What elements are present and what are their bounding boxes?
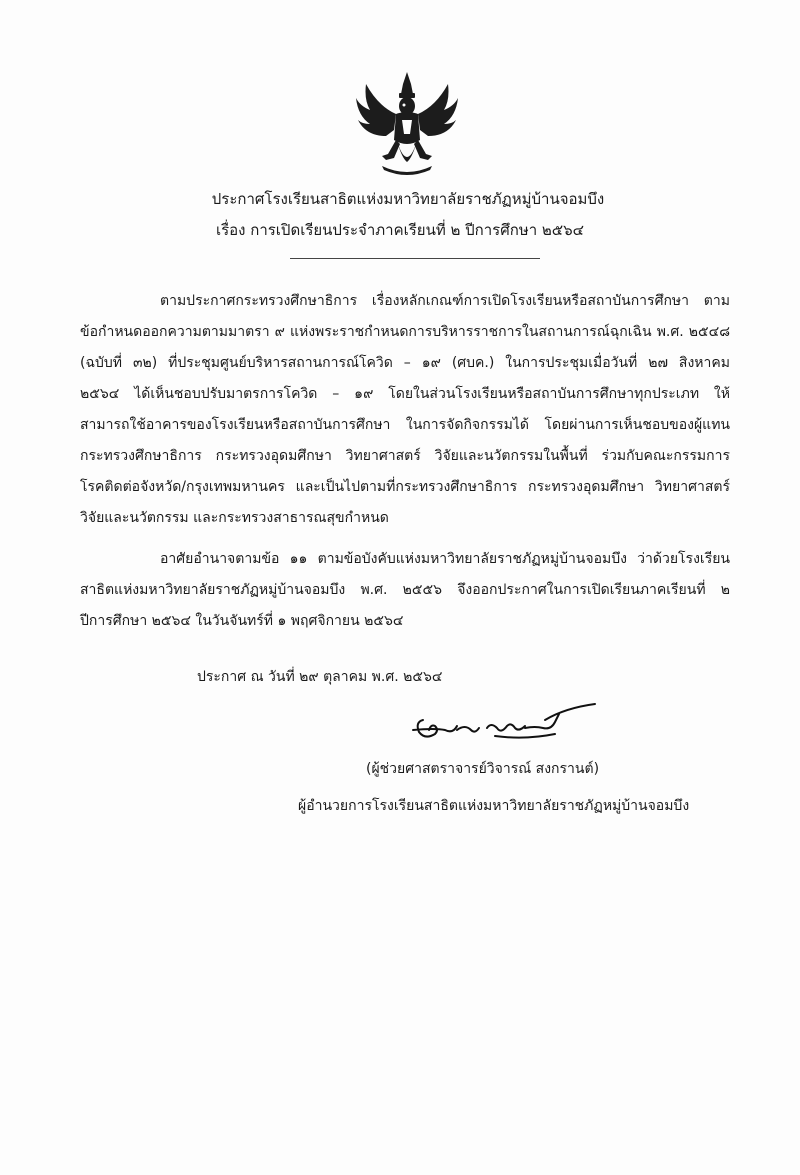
body-line: ข้อกำหนดออกความตามมาตรา ๙ แห่งพระราชกำหนดการบริหารราชการในสถานการณ์ฉุกเฉิน พ.ศ. ๒๕๔๘: [80, 324, 730, 340]
body-line: สามารถใช้อาคารของโรงเรียนหรือสถาบันการศึกษา ในการจัดกิจกรรมได้ โดยผ่านการเห็นชอบของผู้แทน: [80, 417, 730, 433]
body-line: กระทรวงศึกษาธิการ กระทรวงอุดมศึกษา วิทยาศาสตร์ วิจัยและนวัตกรรมในพื้นที่ ร่วมกับคณะกรรมการ: [80, 448, 730, 464]
body-line: วิจัยและนวัตกรรม และกระทรวงสาธารณสุขกำหนด: [80, 510, 389, 526]
body-line: ๒๕๖๔ ได้เห็นชอบปรับมาตรการโควิด – ๑๙ โดยในส่วนโรงเรียนหรือสถาบันการศึกษาทุกประเภท ให้: [80, 386, 730, 402]
announcement-subject: เรื่อง การเปิดเรียนประจำภาคเรียนที่ ๒ ปีการศึกษา ๒๕๖๔: [215, 221, 585, 239]
body-line: อาศัยอำนาจตามข้อ ๑๑ ตามข้อบังคับแห่งมหาวิทยาลัยราชภัฏหมู่บ้านจอมบึง ว่าด้วยโรงเรียน: [160, 551, 730, 567]
garuda-emblem: [352, 70, 462, 178]
signatory-name: (ผู้ช่วยศาสตราจารย์วิจารณ์ สงกรานต์): [366, 761, 600, 777]
body-line: (ฉบับที่ ๓๒) ที่ประชุมศูนย์บริหารสถานการณ์โควิด – ๑๙ (ศบค.) ในการประชุมเมื่อวันที่ ๒๗ สิงหาคม: [80, 355, 730, 371]
signatory-position: ผู้อำนวยการโรงเรียนสาธิตแห่งมหาวิทยาลัยราชภัฏหมู่บ้านจอมบึง: [298, 798, 690, 814]
announcement-date: ประกาศ ณ วันที่ ๒๙ ตุลาคม พ.ศ. ๒๕๖๔: [197, 669, 443, 685]
handwritten-signature: [405, 700, 605, 755]
body-line: สาธิตแห่งมหาวิทยาลัยราชภัฏหมู่บ้านจอมบึง พ.ศ. ๒๕๕๖ จึงออกประกาศในการเปิดเรียนภาคเรียนที่ ๒: [80, 582, 730, 598]
body-line: ปีการศึกษา ๒๕๖๔ ในวันจันทร์ที่ ๑ พฤศจิกายน ๒๕๖๔: [80, 613, 404, 629]
body-line: ตามประกาศกระทรวงศึกษาธิการ เรื่องหลักเกณฑ์การเปิดโรงเรียนหรือสถาบันการศึกษา ตาม: [160, 293, 730, 309]
announcement-title: ประกาศโรงเรียนสาธิตแห่งมหาวิทยาลัยราชภัฏหมู่บ้านจอมบึง: [211, 190, 605, 208]
body-line: โรคติดต่อจังหวัด/กรุงเทพมหานคร และเป็นไปตามที่กระทรวงศึกษาธิการ กระทรวงอุดมศึกษา วิทยาศาสตร์: [80, 479, 730, 495]
header-divider: [290, 258, 540, 259]
